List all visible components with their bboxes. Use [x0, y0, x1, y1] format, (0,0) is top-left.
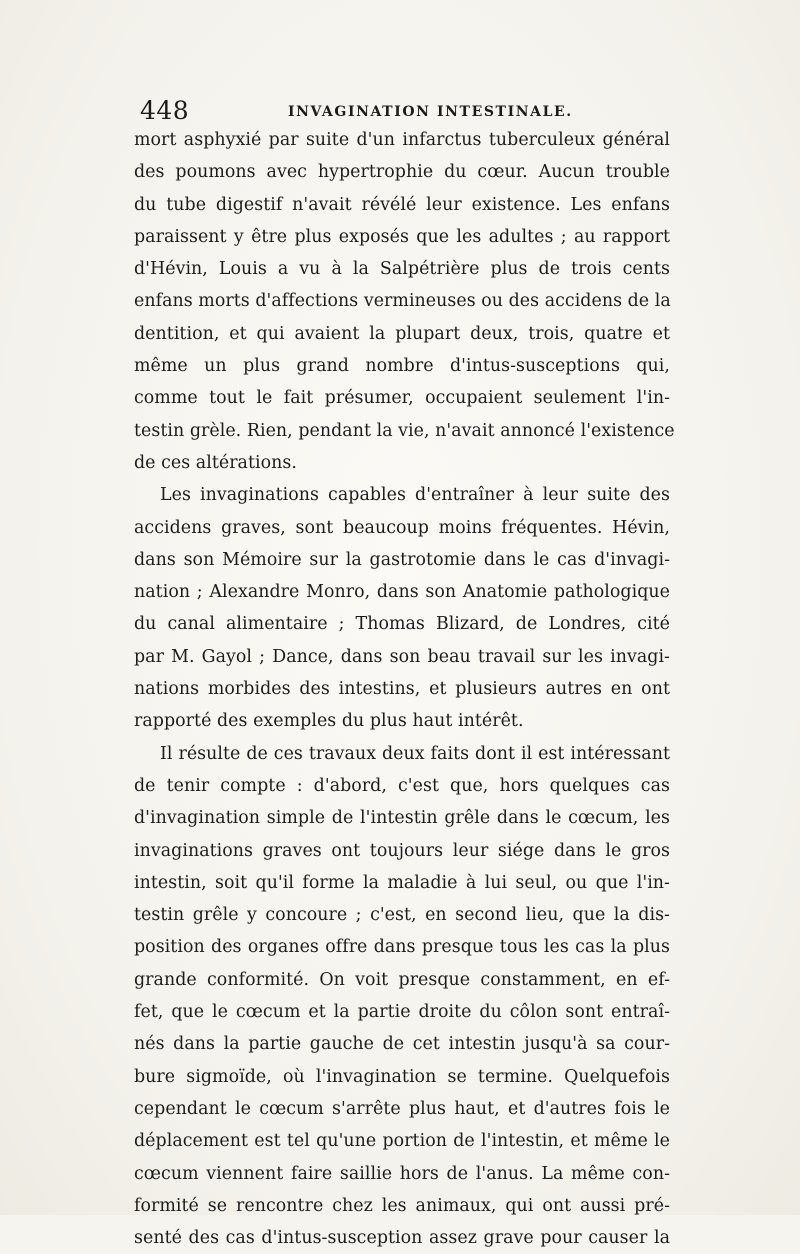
text-line: des poumons avec hypertrophie du cœur. Aucun trouble — [134, 162, 670, 183]
text-line: de ces altérations. — [134, 452, 297, 473]
text-line: d'Hévin, Louis a vu à la Salpétrière plus de trois cents — [134, 259, 670, 280]
text-line: invaginations graves ont toujours leur siége dans le gros — [134, 840, 670, 861]
text-line: enfans morts d'affections vermineuses ou des accidens de la — [134, 291, 671, 312]
text-line: bure sigmoïde, où l'invagination se termine. Quelquefois — [134, 1066, 670, 1087]
text-line: paraissent y être plus exposés que les adultes ; au rapport — [134, 226, 670, 247]
text-line: du tube digestif n'avait révélé leur existence. Les enfans — [134, 194, 670, 215]
text-line: nation ; Alexandre Monro, dans son Anatomie pathologique — [134, 582, 670, 603]
running-head: INVAGINATION INTESTINALE. — [288, 104, 573, 120]
text-line: de tenir compte : d'abord, c'est que, hors quelques cas — [134, 775, 670, 796]
page-header — [140, 96, 668, 126]
text-line: rapporté des exemples du plus haut intérêt. — [134, 711, 524, 732]
text-line: comme tout le fait présumer, occupaient seulement l'in- — [134, 388, 670, 409]
text-line: testin grêle y concoure ; c'est, en second lieu, que la dis- — [134, 905, 670, 926]
text-line: position des organes offre dans presque tous les cas la plus — [134, 937, 670, 958]
text-line: du canal alimentaire ; Thomas Blizard, de Londres, cité — [134, 614, 670, 635]
text-line: fet, que le cœcum et la partie droite du côlon sont entraî- — [134, 1002, 670, 1023]
body-text — [134, 124, 675, 1254]
text-line: par M. Gayol ; Dance, dans son beau travail sur les invagi- — [134, 646, 670, 667]
text-line: Il résulte de ces travaux deux faits dont il est intéressant — [160, 743, 670, 764]
text-line: nations morbides des intestins, et plusieurs autres en ont — [134, 679, 670, 700]
text-line: même un plus grand nombre d'intus-susceptions qui, — [134, 356, 670, 377]
text-line: déplacement est tel qu'une portion de l'intestin, et même le — [134, 1131, 670, 1152]
text-line: d'invagination simple de l'intestin grêle dans le cœcum, les — [134, 808, 670, 829]
text-line: grande conformité. On voit presque constamment, en ef- — [134, 969, 670, 990]
text-line: nés dans la partie gauche de cet intestin jusqu'à sa cour- — [134, 1034, 670, 1055]
text-line: formité se rencontre chez les animaux, qui ont aussi pré- — [134, 1195, 670, 1216]
text-line: mort asphyxié par suite d'un infarctus tuberculeux général — [134, 130, 670, 150]
text-line: cœcum viennent faire saillie hors de l'anus. La même con- — [134, 1163, 670, 1184]
text-line: accidens graves, sont beaucoup moins fréquentes. Hévin, — [134, 517, 670, 538]
text-line: intestin, soit qu'il forme la maladie à lui seul, ou que l'in- — [134, 872, 670, 893]
text-line: cependant le cœcum s'arrête plus haut, et d'autres fois le — [134, 1098, 670, 1119]
text-line: testin grèle. Rien, pendant la vie, n'avait annoncé l'existence — [134, 420, 675, 441]
text-line: Les invaginations capables d'entraîner à leur suite des — [160, 485, 670, 506]
text-line: dentition, et qui avaient la plupart deux, trois, quatre et — [134, 323, 670, 344]
text-line: dans son Mémoire sur la gastrotomie dans le cas d'invagi- — [134, 549, 670, 570]
text-line: senté des cas d'intus-susception assez grave pour causer la — [134, 1228, 670, 1249]
page-number: 448 — [140, 96, 190, 125]
